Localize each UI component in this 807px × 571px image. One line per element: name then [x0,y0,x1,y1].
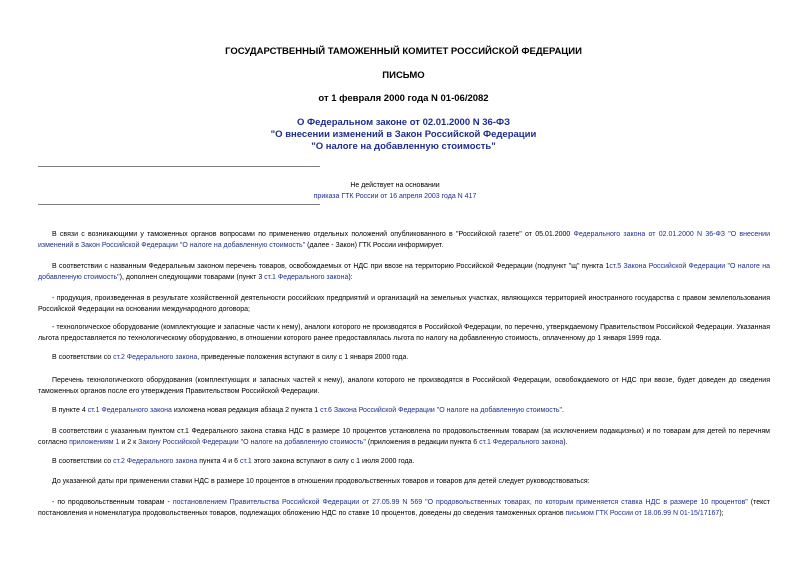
p5-link[interactable]: ст.2 Федерального закона [113,354,198,361]
p8-text-b: и 2 к [119,439,139,446]
p2-text-c: ): [348,274,353,281]
p8-text-d: ). [563,439,568,446]
title-line-2: "О внесении изменений в Закон Российской Федерации [270,129,537,140]
p9-text-c: этого закона вступают в силу с 1 июля 2000 года. [251,458,415,465]
p11-text-c: ); [719,510,724,517]
p2-link-vat-law[interactable]: ст.5 Закона Российской Федерации "О налоге на добавленную стоимость" [38,263,770,281]
p8-link-vat-law[interactable]: Закону Российской Федерации "О налоге на добавленную стоимость" [138,439,366,446]
p1-text-b: (далее - Закон) ГТК России информирует. [305,242,444,249]
p8-link-federal-law[interactable]: ст.1 Федерального закона [479,439,564,446]
p1-text-a: В связи с возникающими у таможенных органов вопросами по применению отдельных положений опубликованного в "Российской газете" от 05.01.2000 [52,231,574,238]
p11-link-resolution[interactable]: постановлением Правительства Российской Федерации от 27.05.99 N 569 "О продовольственных товарах, по которым применяется ставка НДС в размере 10 процентов" [172,499,748,506]
paragraph-9 [38,456,770,467]
p11-text-a: - по продовольственным товарам - [52,499,173,506]
p7-link-federal-law[interactable]: ст.1 Федерального закона [87,407,172,414]
p9-text-b: пункта 4 и 6 [197,458,240,465]
status-note-link[interactable]: приказа ГТК России от 16 апреля 2003 года N 417 [313,193,477,200]
paragraph-5 [38,352,770,363]
divider-top [38,166,320,167]
status-note-text: Не действует на основании [350,182,440,189]
p9-link-article-1[interactable]: ст.1 [240,458,252,465]
paragraph-8 [38,426,770,448]
divider-bottom [38,204,320,205]
p11-link-letter[interactable]: письмом ГТК России от 18.06.99 N 01-15/17167 [565,510,720,517]
p7-text-c: . [562,407,564,414]
document-title [0,117,807,153]
organization-heading: ГОСУДАРСТВЕННЫЙ ТАМОЖЕННЫЙ КОМИТЕТ РОССИЙСКОЙ ФЕДЕРАЦИИ [225,46,582,57]
p8-text-a: В соответствии с указанным пунктом ст.1 Федерального закона ставка НДС в размере 10 процентов установлена по продовольственным товарам (за исключением подакцизных) и по товарам для детей по перечням согласно [38,428,770,446]
title-line-3: "О налоге на добавленную стоимость" [311,141,496,152]
document-type: ПИСЬМО [382,70,425,81]
p7-text-a: В пункте 4 [52,407,88,414]
p5-text-b: , приведенные положения вступают в силу с 1 января 2000 года. [197,354,409,361]
title-law-link[interactable]: Федеральном законе от 02.01.2000 N 36-ФЗ [306,117,511,128]
p11-text-b: (текст постановления и номенклатура продовольственных товаров, подлежащих обложению НДС по ставке 10 процентов, доведены до сведения таможенных органов [38,499,770,517]
p7-link-vat-law[interactable]: ст.6 Закона Российской Федерации "О налоге на добавленную стоимость" [320,407,563,414]
p5-text-a: В соответствии со [52,354,114,361]
paragraph-10: До указанной даты при применении ставки НДС в размере 10 процентов в отношении продовольственных товаров и товаров для детей следует руководствоваться: [52,478,590,485]
p7-text-b: изложена новая редакция абзаца 2 пункта 1 [171,407,321,414]
paragraph-4: - технологическое оборудование (комплектующие и запасные части к нему), аналоги которого не производятся в Российской Федерации, по перечню, утверждаемому Правительством Российской Федерации. Указанная льгота предоставляется по технологическому оборудованию, в отношении которого ранее предоставлялась льгота по налогу на добавленную стоимость, оплаченному до 1 января 1999 года. [38,324,770,342]
p9-link-federal-law[interactable]: ст.2 Федерального закона [113,458,198,465]
document-date: от 1 февраля 2000 года N 01-06/2082 [318,93,489,104]
paragraph-3: - продукция, произведенная в результате хозяйственной деятельности российских предприятий и организаций на земельных участках, являющихся территорией иностранного государства с правом землепользования Российской Федерации на основании международного договора; [38,295,770,313]
p8-text-c: (приложения в редакции пункта 6 [365,439,480,446]
p2-text-b: ), дополнен следующими товарами (пункт 3 [119,274,265,281]
status-note [300,180,490,202]
title-prefix: О [296,117,307,128]
p2-link-federal-law[interactable]: ст.1 Федерального закона [264,274,349,281]
paragraph-11 [38,497,770,519]
paragraph-1 [38,229,770,251]
p8-link-appendix[interactable]: приложениям 1 [69,439,120,446]
paragraph-6: Перечень технологического оборудования (комплектующих и запасных частей к нему), аналоги которого не производятся в Российской Федерации, освобождаемого от НДС при ввозе, будет доведен до сведения таможенных органов после его утверждения Правительством Российской Федерации. [38,377,770,395]
p2-text-a: В соответствии с названным Федеральным законом перечень товаров, освобождаемых от НДС при ввозе на территорию Российской Федерации (подпункт "щ" пункта 1 [52,263,610,270]
p9-text-a: В соответствии со [52,458,114,465]
paragraph-2 [38,261,770,283]
p1-law-link[interactable]: Федерального закона от 02.01.2000 N 36-ФЗ "О внесении изменений в Закон Российской Федерации "О налоге на добавленную стоимость" [38,231,770,249]
paragraph-7 [38,405,770,416]
